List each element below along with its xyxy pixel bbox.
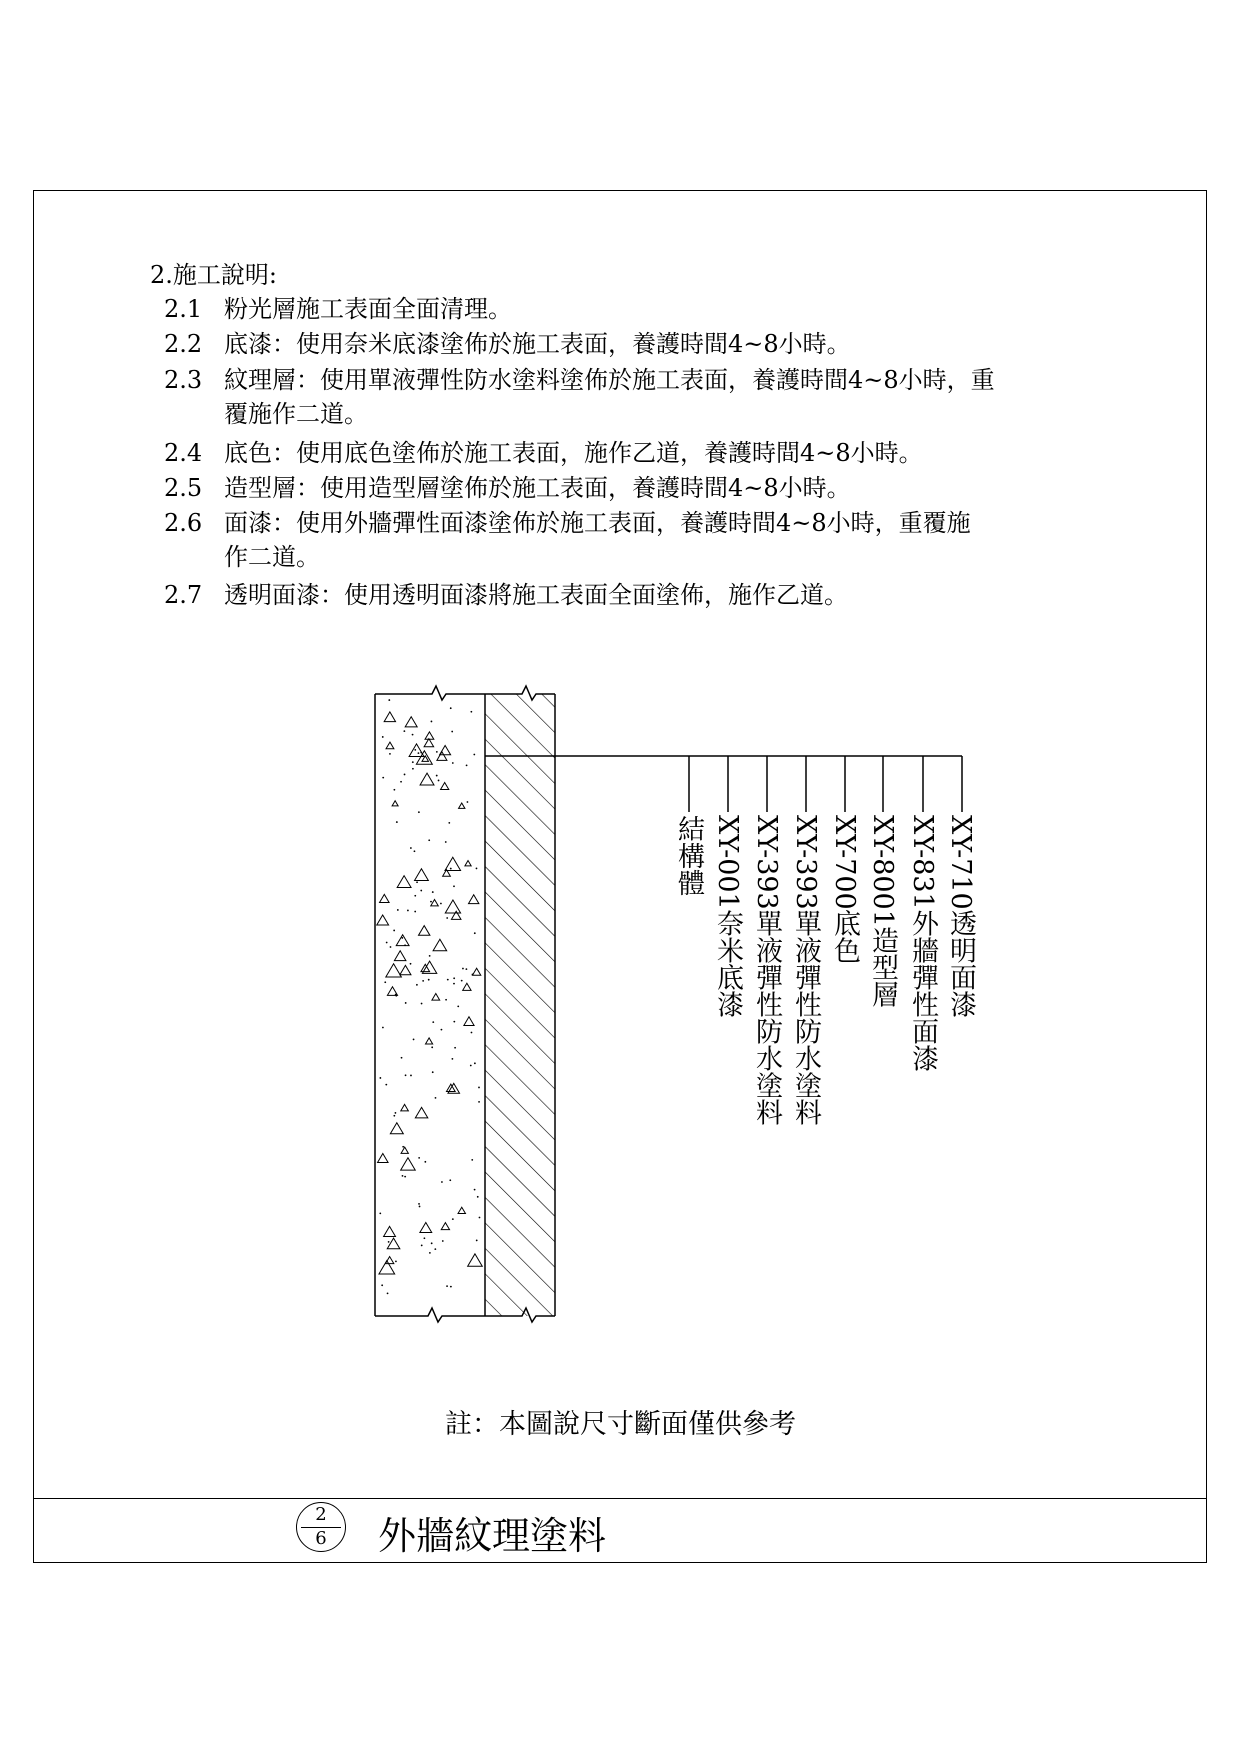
aggregate-dot bbox=[395, 994, 397, 996]
label-xy-700: XY-700底色 bbox=[829, 815, 860, 964]
aggregate-dot bbox=[446, 917, 448, 919]
aggregate-dot bbox=[429, 955, 431, 957]
aggregate-dot bbox=[387, 1292, 389, 1294]
aggregate-dot bbox=[441, 1181, 443, 1183]
note-continuation: 作二道。 bbox=[224, 543, 320, 571]
aggregate-dot bbox=[428, 979, 430, 981]
aggregate-dot bbox=[397, 909, 399, 911]
aggregate-dot bbox=[442, 1240, 444, 1242]
note-text: 面漆：使用外牆彈性面漆塗佈於施工表面，養護時間4~8小時，重覆施 bbox=[224, 509, 971, 537]
aggregate-dot bbox=[419, 1206, 421, 1208]
aggregate-dot bbox=[410, 1075, 412, 1077]
aggregate-dot bbox=[470, 1065, 472, 1067]
aggregate-dot bbox=[436, 775, 438, 777]
aggregate-dot bbox=[414, 749, 416, 751]
concrete-layer bbox=[375, 694, 485, 1316]
aggregate-dot bbox=[412, 734, 414, 736]
aggregate-dot bbox=[393, 1115, 395, 1117]
aggregate-dot bbox=[473, 754, 475, 756]
aggregate-dot bbox=[432, 891, 434, 893]
aggregate-dot bbox=[421, 1003, 423, 1005]
aggregate-dot bbox=[474, 1062, 476, 1064]
aggregate-dot bbox=[451, 731, 453, 733]
aggregate-dot bbox=[445, 999, 447, 1001]
aggregate-dot bbox=[421, 1245, 423, 1247]
aggregate-dot bbox=[457, 1005, 459, 1007]
badge-sheet-number: 6 bbox=[315, 1528, 327, 1549]
aggregate-dot bbox=[435, 1097, 437, 1099]
aggregate-dot bbox=[382, 777, 384, 779]
aggregate-dot bbox=[393, 930, 395, 932]
leader-verticals bbox=[689, 756, 962, 812]
aggregate-dot bbox=[479, 1217, 481, 1219]
aggregate-dot bbox=[430, 901, 432, 903]
aggregate-dot bbox=[418, 1157, 420, 1159]
aggregate-dot bbox=[412, 761, 414, 763]
aggregate-dot bbox=[402, 1146, 404, 1148]
aggregate-dot bbox=[388, 699, 390, 701]
aggregate-dot bbox=[401, 1057, 403, 1059]
aggregate-dot bbox=[414, 895, 416, 897]
aggregate-dot bbox=[428, 839, 430, 841]
aggregate-dot bbox=[395, 1112, 397, 1114]
note-text: 造型層：使用造型層塗佈於施工表面，養護時間4~8小時。 bbox=[224, 474, 851, 502]
aggregate-dot bbox=[438, 780, 440, 782]
aggregate-dot bbox=[418, 1203, 420, 1205]
aggregate-dot bbox=[384, 981, 386, 983]
aggregate-dot bbox=[424, 1237, 426, 1239]
label-xy-001: XY-001奈米底漆 bbox=[712, 815, 743, 1018]
aggregate-dot bbox=[432, 1021, 434, 1023]
label-xy-710: XY-710透明面漆 bbox=[945, 815, 976, 1018]
aggregate-dot bbox=[451, 1058, 453, 1060]
note-number: 2.2 bbox=[164, 330, 203, 358]
note-number: 2.3 bbox=[164, 366, 203, 394]
note-text: 粉光層施工表面全面清理。 bbox=[224, 295, 512, 323]
aggregate-dot bbox=[379, 1212, 381, 1214]
aggregate-dot bbox=[414, 850, 416, 852]
aggregate-dot bbox=[381, 1284, 383, 1286]
note-number: 2.4 bbox=[164, 439, 203, 467]
sheet-number-badge bbox=[296, 1502, 346, 1552]
aggregate-dot bbox=[471, 1159, 473, 1161]
footer-note: 註：本圖說尺寸斷面僅供參考 bbox=[445, 1409, 796, 1440]
note-text: 透明面漆：使用透明面漆將施工表面全面塗佈，施作乙道。 bbox=[224, 581, 848, 609]
drawing-title: 外牆紋理塗料 bbox=[378, 1514, 607, 1558]
aggregate-dot bbox=[476, 868, 478, 870]
aggregate-dot bbox=[453, 977, 455, 979]
aggregate-dot bbox=[471, 1032, 473, 1034]
note-number: 2.6 bbox=[164, 509, 203, 537]
note-number: 2.5 bbox=[164, 474, 203, 502]
badge-detail-number: 2 bbox=[315, 1504, 327, 1525]
aggregate-dot bbox=[404, 774, 406, 776]
aggregate-dot bbox=[405, 1074, 407, 1076]
aggregate-dot bbox=[477, 1196, 479, 1198]
aggregate-dot bbox=[448, 822, 450, 824]
aggregate-dot bbox=[386, 942, 388, 944]
aggregate-dot bbox=[389, 753, 391, 755]
aggregate-dot bbox=[404, 1176, 406, 1178]
coating-layer-hatch bbox=[485, 694, 555, 1316]
aggregate-dot bbox=[393, 789, 395, 791]
aggregate-dot bbox=[420, 752, 422, 754]
label-xy-831: XY-831外牆彈性面漆 bbox=[907, 815, 938, 1072]
aggregate-dot bbox=[429, 1252, 431, 1254]
note-number: 2.7 bbox=[164, 581, 203, 609]
aggregate-dot bbox=[385, 1084, 387, 1086]
note-number: 2.1 bbox=[164, 295, 203, 323]
aggregate-dot bbox=[388, 1241, 390, 1243]
aggregate-dot bbox=[462, 968, 464, 970]
aggregate-dot bbox=[414, 911, 416, 913]
aggregate-dot bbox=[402, 1175, 404, 1177]
aggregate-dot bbox=[466, 764, 468, 766]
aggregate-dot bbox=[449, 1179, 451, 1181]
aggregate-dot bbox=[450, 868, 452, 870]
aggregate-dot bbox=[424, 1161, 426, 1163]
aggregate-dot bbox=[472, 974, 474, 976]
aggregate-dot bbox=[446, 1285, 448, 1287]
aggregate-dot bbox=[478, 1087, 480, 1089]
aggregate-dot bbox=[413, 1039, 415, 1041]
aggregate-dot bbox=[396, 821, 398, 823]
aggregate-dot bbox=[447, 979, 449, 981]
aggregate-dot bbox=[450, 707, 452, 709]
aggregate-dot bbox=[405, 1002, 407, 1004]
note-continuation: 覆施作二道。 bbox=[224, 400, 368, 428]
aggregate-dot bbox=[441, 1029, 443, 1031]
aggregate-dot bbox=[400, 781, 402, 783]
aggregate-dot bbox=[440, 903, 442, 905]
aggregate-dot bbox=[474, 1189, 476, 1191]
aggregate-dot bbox=[404, 944, 406, 946]
aggregate-dot bbox=[453, 1021, 455, 1023]
aggregate-dot bbox=[416, 984, 418, 986]
aggregate-dot bbox=[418, 752, 420, 754]
aggregate-dot bbox=[431, 721, 433, 723]
label-xy-8001: XY-8001造型層 bbox=[867, 815, 898, 1008]
aggregate-dot bbox=[382, 736, 384, 738]
aggregate-dot bbox=[407, 910, 409, 912]
aggregate-dot bbox=[403, 730, 405, 732]
note-text: 底漆：使用奈米底漆塗佈於施工表面，養護時間4~8小時。 bbox=[224, 330, 851, 358]
aggregate-dot bbox=[474, 932, 476, 934]
aggregate-dot bbox=[445, 841, 447, 843]
aggregate-dot bbox=[467, 801, 469, 803]
label-xy-393-a: XY-393單液彈性防水塗料 bbox=[790, 815, 821, 1126]
note-text: 底色：使用底色塗佈於施工表面，施作乙道，養護時間4~8小時。 bbox=[224, 439, 923, 467]
aggregate-dot bbox=[436, 751, 438, 753]
notes-heading: 2.施工說明: bbox=[150, 261, 277, 289]
aggregate-dot bbox=[382, 1027, 384, 1029]
note-text: 紋理層：使用單液彈性防水塗料塗佈於施工表面，養護時間4~8小時，重 bbox=[224, 366, 995, 394]
aggregate-dot bbox=[412, 768, 414, 770]
aggregate-dot bbox=[452, 1218, 454, 1220]
aggregate-dot bbox=[453, 983, 455, 985]
aggregate-dot bbox=[431, 1242, 433, 1244]
aggregate-dot bbox=[395, 1260, 397, 1262]
label-xy-393-b: XY-393單液彈性防水塗料 bbox=[751, 815, 782, 1126]
aggregate-dot bbox=[390, 946, 392, 948]
aggregate-dot bbox=[450, 1286, 452, 1288]
aggregate-dot bbox=[418, 811, 420, 813]
aggregate-dot bbox=[454, 1047, 456, 1049]
aggregate-dot bbox=[401, 937, 403, 939]
aggregate-dot bbox=[416, 881, 418, 883]
label-structure: 結構體 bbox=[673, 815, 704, 896]
aggregate-dot bbox=[410, 847, 412, 849]
aggregate-dot bbox=[470, 711, 472, 713]
aggregate-dot bbox=[434, 1248, 436, 1250]
aggregate-dot bbox=[410, 963, 412, 965]
aggregate-dot bbox=[432, 1071, 434, 1073]
aggregate-dot bbox=[422, 980, 424, 982]
aggregate-dot bbox=[476, 1240, 478, 1242]
aggregate-dot bbox=[379, 1077, 381, 1079]
aggregate-dot bbox=[465, 968, 467, 970]
aggregate-dot bbox=[453, 885, 455, 887]
aggregate-dot bbox=[452, 762, 454, 764]
aggregate-dot bbox=[478, 1101, 480, 1103]
aggregate-dot bbox=[420, 890, 422, 892]
aggregate-dot bbox=[461, 980, 463, 982]
aggregate-dot bbox=[431, 1046, 433, 1048]
